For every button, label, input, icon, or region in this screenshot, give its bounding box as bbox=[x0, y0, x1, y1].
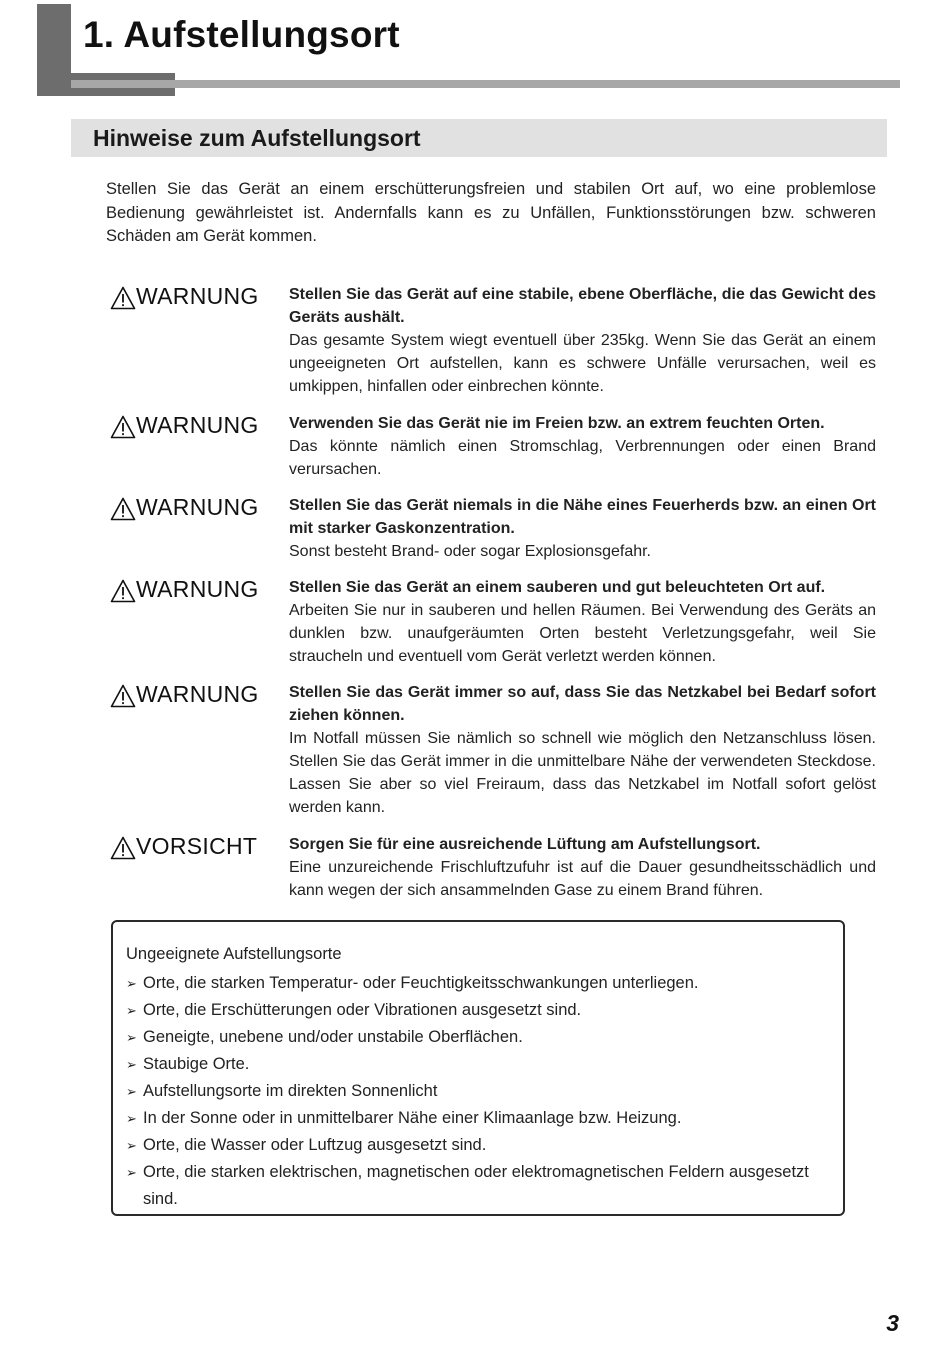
notice-heading: Stellen Sie das Gerät niemals in die Nähe eines Feuerherds bzw. an einen Ort mit starker Gaskonzentration. bbox=[289, 497, 876, 537]
arrow-bullet-icon: ➢ bbox=[126, 1084, 137, 1099]
list-item-text: Orte, die starken Temperatur- oder Feuchtigkeitsschwankungen unterliegen. bbox=[143, 974, 699, 992]
chapter-rule bbox=[71, 80, 900, 88]
signal-word-label: WARNUNG bbox=[136, 576, 259, 602]
warning-triangle-icon bbox=[110, 684, 136, 708]
list-item bbox=[126, 997, 826, 1024]
warning-triangle-icon bbox=[110, 415, 136, 439]
signal-word bbox=[110, 681, 259, 708]
notice-body: Das gesamte System wiegt eventuell über 235kg. Wenn Sie das Gerät an einem ungeeigneten Ort aufstellen, kann es schwere Unfälle verursachen, weil es umkippen, hinfallen oder einbrechen könnte. bbox=[289, 332, 876, 395]
list-item-text: Orte, die starken elektrischen, magnetischen oder elektromagnetischen Feldern ausgesetzt sind. bbox=[143, 1163, 809, 1208]
list-item bbox=[126, 1159, 826, 1213]
notice-body: Arbeiten Sie nur in sauberen und hellen Räumen. Bei Verwendung des Geräts an dunklen bzw. unaufgeräumten Orten besteht Verletzungsgefahr, weil Sie straucheln und eventuell vom Gerät verletzt werden können. bbox=[289, 602, 876, 665]
list-item bbox=[126, 1105, 826, 1132]
unsuitable-locations-box bbox=[111, 920, 845, 1216]
notice-text bbox=[289, 283, 876, 398]
warning-triangle-icon bbox=[110, 497, 136, 521]
notice-heading: Stellen Sie das Gerät auf eine stabile, ebene Oberfläche, die das Gewicht des Geräts aushält. bbox=[289, 286, 876, 326]
page-number: 3 bbox=[886, 1310, 899, 1336]
notice-body: Sonst besteht Brand- oder sogar Explosionsgefahr. bbox=[289, 543, 651, 560]
chapter-title: 1. Aufstellungsort bbox=[83, 14, 400, 55]
warning-triangle-icon bbox=[110, 836, 136, 860]
notice-body: Das könnte nämlich einen Stromschlag, Verbrennungen oder einen Brand verursachen. bbox=[289, 438, 876, 478]
unsuitable-locations-list bbox=[126, 970, 826, 1213]
signal-word-label: WARNUNG bbox=[136, 283, 259, 309]
signal-word bbox=[110, 412, 259, 439]
arrow-bullet-icon: ➢ bbox=[126, 1057, 137, 1072]
notice-text bbox=[289, 412, 876, 481]
notice-text bbox=[289, 833, 876, 902]
section-header bbox=[71, 119, 887, 157]
list-item bbox=[126, 970, 826, 997]
signal-word bbox=[110, 576, 259, 603]
list-item-text: Geneigte, unebene und/oder unstabile Oberflächen. bbox=[143, 1028, 523, 1046]
arrow-bullet-icon: ➢ bbox=[126, 1138, 137, 1153]
notice-body: Eine unzureichende Frischluftzufuhr ist auf die Dauer gesundheitsschädlich und kann wegen der sich ansammelnden Gase zu einem Brand führen. bbox=[289, 859, 876, 899]
signal-word-label: WARNUNG bbox=[136, 494, 259, 520]
notice-heading: Stellen Sie das Gerät immer so auf, dass Sie das Netzkabel bei Bedarf sofort ziehen können. bbox=[289, 684, 876, 724]
warning-triangle-icon bbox=[110, 286, 136, 310]
arrow-bullet-icon: ➢ bbox=[126, 1030, 137, 1045]
list-item-text: In der Sonne oder in unmittelbarer Nähe einer Klimaanlage bzw. Heizung. bbox=[143, 1109, 682, 1127]
warning-triangle-icon bbox=[110, 579, 136, 603]
signal-word bbox=[110, 494, 259, 521]
list-item bbox=[126, 1132, 826, 1159]
arrow-bullet-icon: ➢ bbox=[126, 1003, 137, 1018]
list-item-text: Orte, die Wasser oder Luftzug ausgesetzt sind. bbox=[143, 1136, 487, 1154]
list-item-text: Orte, die Erschütterungen oder Vibrationen ausgesetzt sind. bbox=[143, 1001, 582, 1019]
notice-heading: Sorgen Sie für eine ausreichende Lüftung am Aufstellungsort. bbox=[289, 836, 761, 853]
notice-heading: Verwenden Sie das Gerät nie im Freien bzw. an extrem feuchten Orten. bbox=[289, 415, 825, 432]
list-item bbox=[126, 1078, 826, 1105]
arrow-bullet-icon: ➢ bbox=[126, 1111, 137, 1126]
box-title: Ungeeignete Aufstellungsorte bbox=[126, 945, 342, 963]
notice-text bbox=[289, 494, 876, 563]
list-item bbox=[126, 1024, 826, 1051]
signal-word-label: VORSICHT bbox=[136, 833, 258, 859]
section-title: Hinweise zum Aufstellungsort bbox=[93, 125, 421, 151]
intro-paragraph: Stellen Sie das Gerät an einem erschütterungsfreien und stabilen Ort auf, wo eine problemlose Bedienung gewährleistet ist. Andernfalls kann es zu Unfällen, Funktionsstörungen bzw. schweren Schäden am Gerät kommen. bbox=[106, 180, 876, 245]
list-item-text: Staubige Orte. bbox=[143, 1055, 250, 1073]
signal-word-label: WARNUNG bbox=[136, 681, 259, 707]
list-item bbox=[126, 1051, 826, 1078]
notice-text bbox=[289, 576, 876, 668]
notice-body: Im Notfall müssen Sie nämlich so schnell wie möglich den Netzanschluss lösen. Stellen Sie das Gerät immer in die unmittelbare Nähe der verwendeten Steckdose. Lassen Sie aber so viel Freiraum, dass das Netzkabel im Notfall sofort gelöst werden kann. bbox=[289, 730, 876, 816]
list-item-text: Aufstellungsorte im direkten Sonnenlicht bbox=[143, 1082, 438, 1100]
arrow-bullet-icon: ➢ bbox=[126, 976, 137, 991]
notice-heading: Stellen Sie das Gerät an einem sauberen und gut beleuchteten Ort auf. bbox=[289, 579, 826, 596]
arrow-bullet-icon: ➢ bbox=[126, 1165, 137, 1180]
notice-text bbox=[289, 681, 876, 819]
signal-word-label: WARNUNG bbox=[136, 412, 259, 438]
signal-word bbox=[110, 283, 259, 310]
signal-word bbox=[110, 833, 257, 860]
chapter-marker bbox=[37, 4, 71, 96]
